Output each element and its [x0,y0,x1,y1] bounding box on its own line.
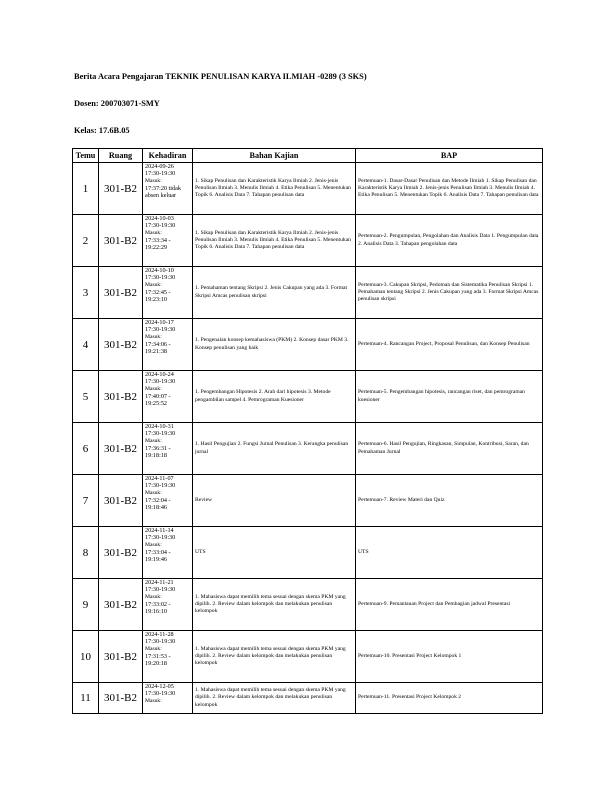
bap-cell: Pertemuan-11. Presentasi Project Kelompok 2 [356,683,543,714]
bap-cell: Pertemuan-4. Rancangan Project, Proposal Penulisan, dan Konsep Penulisan [356,319,543,371]
masuk-time-text: 17:32:04 - 19:18:46 [145,496,171,512]
kehadiran-cell [143,319,193,371]
table-row [73,215,543,267]
table-row [73,267,543,319]
ruang-cell: 301-B2 [99,215,143,267]
bahan-kajian-cell: 1. Sikap Penulisan dan Karakteristik Karya Ilmiah 2. Jenis-jenis Penulisan Ilmiah 3. Menulis Ilmiah 4. Etika Penulisan 5. Menentukan Topik 6. Analisis Data 7. Tahapan penulisan data [193,215,356,267]
temu-cell: 5 [73,371,99,423]
temu-cell: 11 [73,683,99,714]
ruang-cell: 301-B2 [99,319,143,371]
time-text: 17:30-19:30 [145,378,176,386]
masuk-label: Masuk: [145,593,162,600]
time-text: 17:30-19:30 [145,274,176,282]
date-text: 2024-10-10 [145,267,174,274]
table-row [73,579,543,631]
temu-cell: 10 [73,631,99,683]
bahan-kajian-cell: 1. Sikap Penulisan dan Karakteristik Karya Ilmiah 2. Jenis-jenis Penulisan Ilmiah 3. Menulis Ilmiah 4. Etika Penulisan 5. Menentukan Topik 6. Analisis Data 7. Tahapan penulisan data [193,163,356,215]
temu-cell: 6 [73,423,99,475]
column-header-kehadiran: Kehadiran [143,149,193,163]
bap-cell: Pertemuan-3. Cakupan Skripsi, Pedoman dan Sistematika Penulisan Skripsi 1. Pemahaman tentang Skripsi 2. Jenis Cakupan yang ada 3. Format Skripsi Amcas penulisan skripsi [356,267,543,319]
date-text: 2024-10-03 [145,215,174,222]
masuk-time-text: 17:36:31 - 19:18:18 [145,444,171,460]
masuk-label: Masuk: [145,281,162,288]
temu-cell: 3 [73,267,99,319]
ruang-cell: 301-B2 [99,475,143,527]
attendance-table [72,148,543,714]
kelas-label: Kelas: 17.6B.05 [74,126,130,135]
kehadiran-cell [143,683,193,714]
table-row [73,475,543,527]
masuk-label: Masuk: [145,333,162,340]
date-text: 2024-10-24 [145,371,174,378]
bap-cell: Pertemuan-9. Pemantauan Project dan Pembagian jadwal Presentasi [356,579,543,631]
kehadiran-cell [143,579,193,631]
table-row [73,631,543,683]
kehadiran-cell [143,163,193,215]
temu-cell: 2 [73,215,99,267]
bahan-kajian-cell: 1. Hasil Pengujian 2. Fungsi Jurnal Penulisan 3. Kerangka penulisan jurnal [193,423,356,475]
time-text: 17:30-19:30 [145,326,176,334]
bap-cell: Pertemuan-10. Presentasi Project Kelompok 1 [356,631,543,683]
bap-cell: Pertemuan-2. Pengumpulan, Pengolahan dan Analisis Data 1. Pengumpulan data 2. Analisis Data 3. Tahapan pengolahan data [356,215,543,267]
document-title: Berita Acara Pengajaran TEKNIK PENULISAN KARYA ILMIAH -0289 (3 SKS) [74,72,367,81]
ruang-cell: 301-B2 [99,579,143,631]
bahan-kajian-cell: 1. Mahasiswa dapat memilih tema sesuai dengan skema PKM yang dipilih. 2. Review dalam kelompok dan melakukan penulisan kelompok [193,683,356,714]
table-row [73,319,543,371]
table-row [73,527,543,579]
bap-cell: Pertemuan-7. Review Materi dan Quiz [356,475,543,527]
temu-cell: 9 [73,579,99,631]
temu-cell: 1 [73,163,99,215]
bahan-kajian-cell: 1. Pengenalan konsep kemahasiswa (PKM) 2. Konsep dasar PKM 3. Konsep penulisan yang baik [193,319,356,371]
masuk-label: Masuk: [145,229,162,236]
table-row [73,423,543,475]
ruang-cell: 301-B2 [99,631,143,683]
masuk-label: Masuk: [145,385,162,392]
table-header-row [73,149,543,163]
bahan-kajian-cell: 1. Pengembangan Hipotesis 2. Arah dari hipotesis 3. Metode pengambilan sampel 4. Pemrograman Kuesioner [193,371,356,423]
bap-cell: Pertemuan-6. Hasil Pengujian, Ringkasan, Simpulan, Kontribusi, Saran, dan Pemahaman Jurnal [356,423,543,475]
kehadiran-cell [143,267,193,319]
time-text: 17:30-19:30 [145,430,176,438]
date-text: 2024-10-17 [145,319,174,326]
time-text: 17:30-19:30 [145,482,176,490]
masuk-time-text: 17:31:53 - 19:20:18 [145,652,171,668]
bahan-kajian-cell: 1. Pemahaman tentang Skripsi 2. Jenis Cakupan yang ada 3. Format Skripsi Amcas penulisan skripsi [193,267,356,319]
masuk-time-text: 17:37:20 tidak absen keluar [145,184,181,200]
bap-cell: Pertemuan-1. Dasar-Dasar Penulisan dan Metode Ilmiah 1. Sikap Penulisan dan Karakteristik Karya Ilmiah 2. Jenis-jenis Penulisan Ilmiah 3. Menulis Ilmiah 4. Etika Penulisan 5. Menentukan Topik 6. Analisis Data 7. Tahapan penulisan data [356,163,543,215]
temu-cell: 7 [73,475,99,527]
kehadiran-cell [143,215,193,267]
kehadiran-cell [143,475,193,527]
date-text: 2024-12-05 [145,683,174,690]
date-text: 2024-11-07 [145,475,174,482]
kehadiran-cell [143,631,193,683]
masuk-label: Masuk: [145,177,162,184]
ruang-cell: 301-B2 [99,163,143,215]
masuk-label: Masuk: [145,437,162,444]
bahan-kajian-cell: 1. Mahasiswa dapat memilih tema sesuai dengan skema PKM yang dipilih. 2. Review dalam kelompok dan melakukan penulisan kelompok [193,631,356,683]
time-text: 17:30-19:30 [145,222,176,230]
ruang-cell: 301-B2 [99,527,143,579]
kehadiran-cell [143,423,193,475]
column-header-temu: Temu [73,149,99,163]
masuk-time-text: 17:40:07 - 19:25:52 [145,392,171,408]
column-header-bap: BAP [356,149,543,163]
date-text: 2024-09-26 [145,163,174,170]
table-row [73,371,543,423]
masuk-label: Masuk: [145,541,162,548]
ruang-cell: 301-B2 [99,371,143,423]
time-text: 17:30-19:30 [145,690,176,698]
date-text: 2024-10-31 [145,423,174,430]
temu-cell: 4 [73,319,99,371]
column-header-bahan-kajian: Bahan Kajian [193,149,356,163]
masuk-time-text: 17:33:02 - 19:16:10 [145,600,171,616]
column-header-ruang: Ruang [99,149,143,163]
bahan-kajian-cell: 1. Mahasiswa dapat memilih tema sesuai dengan skema PKM yang dipilih. 2. Review dalam kelompok dan melakukan penulisan kelompok [193,579,356,631]
date-text: 2024-11-28 [145,631,174,638]
masuk-time-text: 17:33:04 - 19:19:46 [145,548,171,564]
time-text: 17:30-19:30 [145,638,176,646]
bap-cell: UTS [356,527,543,579]
bahan-kajian-cell: Review [193,475,356,527]
masuk-time-text: 17:33:34 - 19:22:29 [145,236,171,252]
time-text: 17:30-19:30 [145,586,176,594]
time-text: 17:30-19:30 [145,534,176,542]
table-row [73,683,543,714]
temu-cell: 8 [73,527,99,579]
table-row [73,163,543,215]
time-text: 17:30-19:30 [145,170,176,178]
bahan-kajian-cell: UTS [193,527,356,579]
kehadiran-cell [143,527,193,579]
bap-cell: Pertemuan-5. Pengembangan hipotesis, rancangan riset, dan pemrograman kuesioner [356,371,543,423]
date-text: 2024-11-14 [145,527,174,534]
ruang-cell: 301-B2 [99,267,143,319]
kehadiran-cell [143,371,193,423]
masuk-label: Masuk: [145,697,162,704]
dosen-label: Dosen: 200703071-SMY [74,99,160,108]
ruang-cell: 301-B2 [99,423,143,475]
ruang-cell: 301-B2 [99,683,143,714]
masuk-time-text: 17:32:45 - 19:23:10 [145,288,171,304]
date-text: 2024-11-21 [145,579,174,586]
masuk-time-text: 17:34:06 - 19:21:38 [145,340,171,356]
masuk-label: Masuk: [145,645,162,652]
masuk-label: Masuk: [145,489,162,496]
